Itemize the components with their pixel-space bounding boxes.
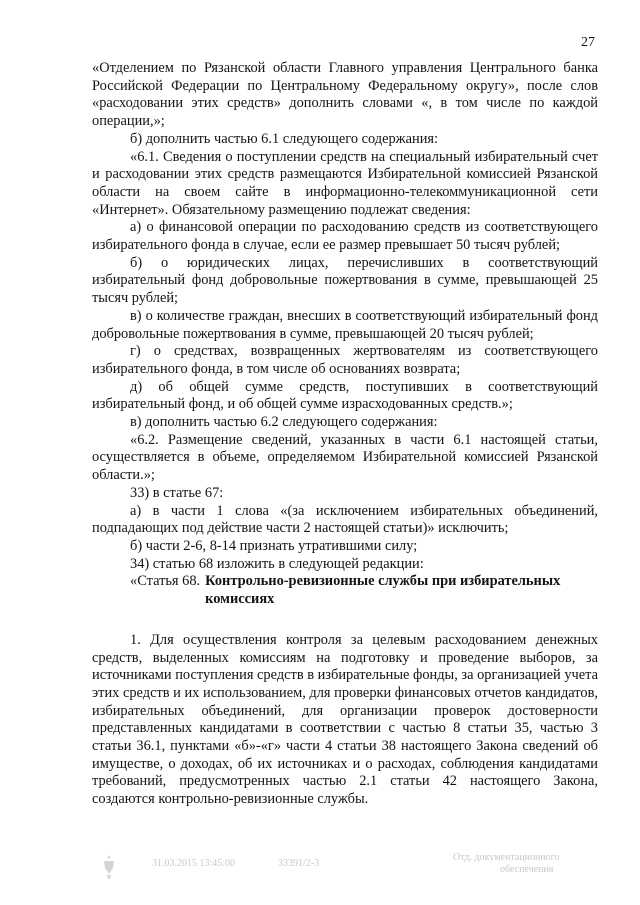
paragraph: «6.1. Сведения о поступлении средств на специальный избирательный счет и расходовании этих средств размещаются Избирательной комиссией Рязанской области на своем сайте в информационно-телекоммуникационной сети «Интернет». Обязательному размещению подлежат сведения: xyxy=(92,148,598,218)
paragraph: «Отделением по Рязанской области Главного управления Центрального банка Российской Федерации по Центральному Федеральному округу», после слов «расходовании этих средств» дополнить словами «, в том числе по каждой операции,»; xyxy=(92,60,598,130)
paragraph: д) об общей сумме средств, поступивших в соответствующий избирательный фонд, и об общей сумме израсходованных средств.»; xyxy=(92,378,598,413)
paragraph: б) дополнить частью 6.1 следующего содержания: xyxy=(130,130,439,147)
footer-note-line1: Отд. документационного xyxy=(453,852,560,863)
article-label: «Статья 68. xyxy=(130,573,201,590)
paragraph: а) о финансовой операции по расходованию средств из соответствующего избирательного фонда в случае, если ее размер превышает 50 тысяч рублей; xyxy=(92,219,598,254)
spacer xyxy=(92,609,598,632)
paragraph: в) дополнить частью 6.2 следующего содержания: xyxy=(130,414,438,431)
paragraph: в) о количестве граждан, внесших в соответствующий избирательный фонд добровольные пожертвования в сумме, превышающей 20 тысяч рублей; xyxy=(92,307,598,342)
article-heading xyxy=(92,573,598,608)
paragraph: б) части 2-6, 8-14 признать утратившими силу; xyxy=(130,537,418,554)
paragraph: 34) статью 68 изложить в следующей редакции: xyxy=(130,555,424,572)
page-number: 27 xyxy=(581,35,595,50)
paragraph: г) о средствах, возвращенных жертвователям из соответствующего избирательного фонда, в том числе об основаниях возврата; xyxy=(92,343,598,377)
emblem-icon xyxy=(101,854,117,880)
paragraph: б) о юридических лицах, перечисливших в соответствующий избирательный фонд добровольные пожертвования в сумме, превышающей 25 тысяч рублей; xyxy=(92,254,598,307)
document-body xyxy=(92,60,598,809)
article-title: Контрольно-ревизионные службы при избирательных комиссиях xyxy=(205,573,561,608)
footer-code: 33391/2-3 xyxy=(278,858,320,869)
footer-note-line2: обеспечения xyxy=(500,864,554,875)
paragraph-list xyxy=(92,60,598,573)
paragraph: «6.2. Размещение сведений, указанных в части 6.1 настоящей статьи, осуществляется в объеме, определяемом Избирательной комиссией Рязанской области.»; xyxy=(92,431,598,484)
footer-date: 31.03.2015 13:45:00 xyxy=(152,858,236,869)
footer-watermark xyxy=(0,848,640,888)
paragraph: а) в части 1 слова «(за исключением избирательных объединений, подпадающих под действие части 2 настоящей статьи)» исключить; xyxy=(92,502,598,537)
final-paragraph: 1. Для осуществления контроля за целевым расходованием денежных средств, выделенных комиссиям на подготовку и проведение выборов, за источниками поступления средств в избирательные фонды, за организацией учета этих средств и их использованием, для проверки финансовых отчетов кандидатов, избирательных объединений, для организации проверок достоверности представленных кандидатами в соответствии с частью 8 статьи 35, частью 3 статьи 36.1, пунктами «б»-«г» части 4 статьи 38 настоящего Закона сведений об имуществе, о доходах, об их источниках и о расходах, соблюдения кандидатами требований, предусмотренных частью 2.1 статьи 42 настоящего Закона, создаются контрольно-ревизионные службы. xyxy=(92,631,598,808)
paragraph: 33) в статье 67: xyxy=(130,484,224,501)
